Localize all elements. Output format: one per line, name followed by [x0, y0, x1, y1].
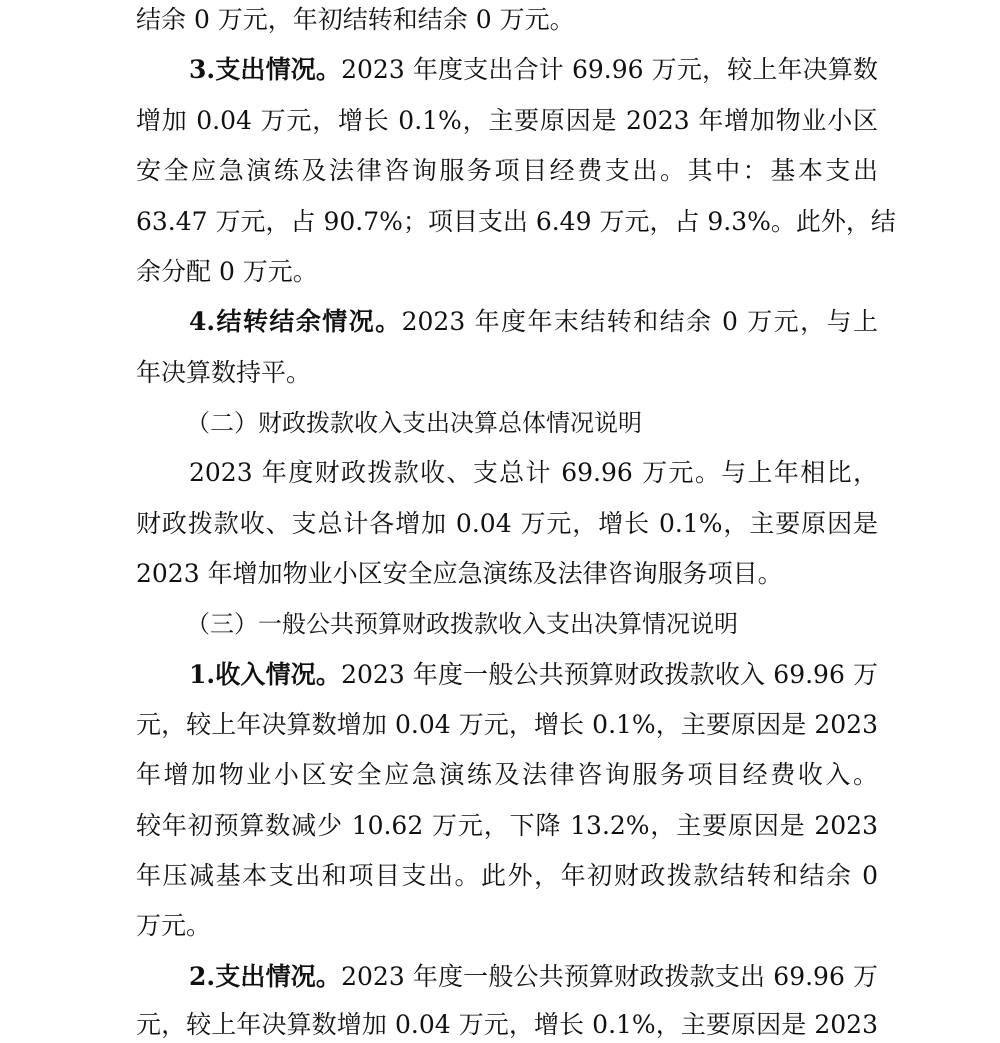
section-heading-2: （二）财政拨款收入支出决算总体情况说明	[186, 409, 642, 437]
text-line: 结余 0 万元，年初结转和结余 0 万元。	[136, 5, 575, 34]
text-line: 年决算数持平。	[136, 358, 312, 387]
text-span: 2023 年度一般公共预算财政拨款收入 69.96 万	[341, 660, 878, 689]
paragraph-income-line	[189, 657, 878, 693]
text-line: 万元。	[136, 911, 212, 940]
text-line: 财政拨款收、支总计各增加 0.04 万元，增长 0.1%，主要原因是	[136, 509, 878, 538]
text-line: 余分配 0 万元。	[136, 257, 318, 286]
text-span: 2023 年度支出合计 69.96 万元，较上年决算数	[341, 55, 878, 84]
text-span: 2023 年度年末结转和结余 0 万元，与上	[401, 307, 878, 336]
text-line: 2023 年度财政拨款收、支总计 69.96 万元。与上年相比，	[189, 458, 878, 487]
text-line: 年增加物业小区安全应急演练及法律咨询服务项目经费收入。	[136, 760, 878, 789]
text-line: 安全应急演练及法律咨询服务项目经费支出。其中：基本支出	[136, 156, 878, 185]
text-line: 较年初预算数减少 10.62 万元，下降 13.2%，主要原因是 2023	[136, 811, 878, 840]
paragraph-carryover-line	[189, 304, 878, 340]
text-line: 增加 0.04 万元，增长 0.1%，主要原因是 2023 年增加物业小区	[136, 106, 878, 135]
section-lead-general-expenditure: 2.支出情况。	[189, 962, 342, 991]
text-line: 2023 年增加物业小区安全应急演练及法律咨询服务项目。	[136, 559, 783, 588]
paragraph-general-expenditure-line	[189, 959, 878, 995]
paragraph-expenditure-line	[189, 52, 878, 88]
text-line: 元，较上年决算数增加 0.04 万元，增长 0.1%，主要原因是 2023	[136, 1010, 878, 1039]
section-lead-income: 1.收入情况。	[189, 660, 342, 689]
section-heading-3: （三）一般公共预算财政拨款收入支出决算情况说明	[186, 610, 738, 638]
text-line: 年压减基本支出和项目支出。此外，年初财政拨款结转和结余 0	[136, 861, 878, 890]
section-lead-expenditure: 3.支出情况。	[189, 55, 342, 84]
text-span: 2023 年度一般公共预算财政拨款支出 69.96 万	[341, 962, 878, 991]
text-line: 元，较上年决算数增加 0.04 万元，增长 0.1%，主要原因是 2023	[136, 710, 878, 739]
text-line: 63.47 万元，占 90.7%；项目支出 6.49 万元，占 9.3%。此外，结	[136, 207, 896, 236]
section-lead-carryover: 4.结转结余情况。	[189, 307, 402, 336]
